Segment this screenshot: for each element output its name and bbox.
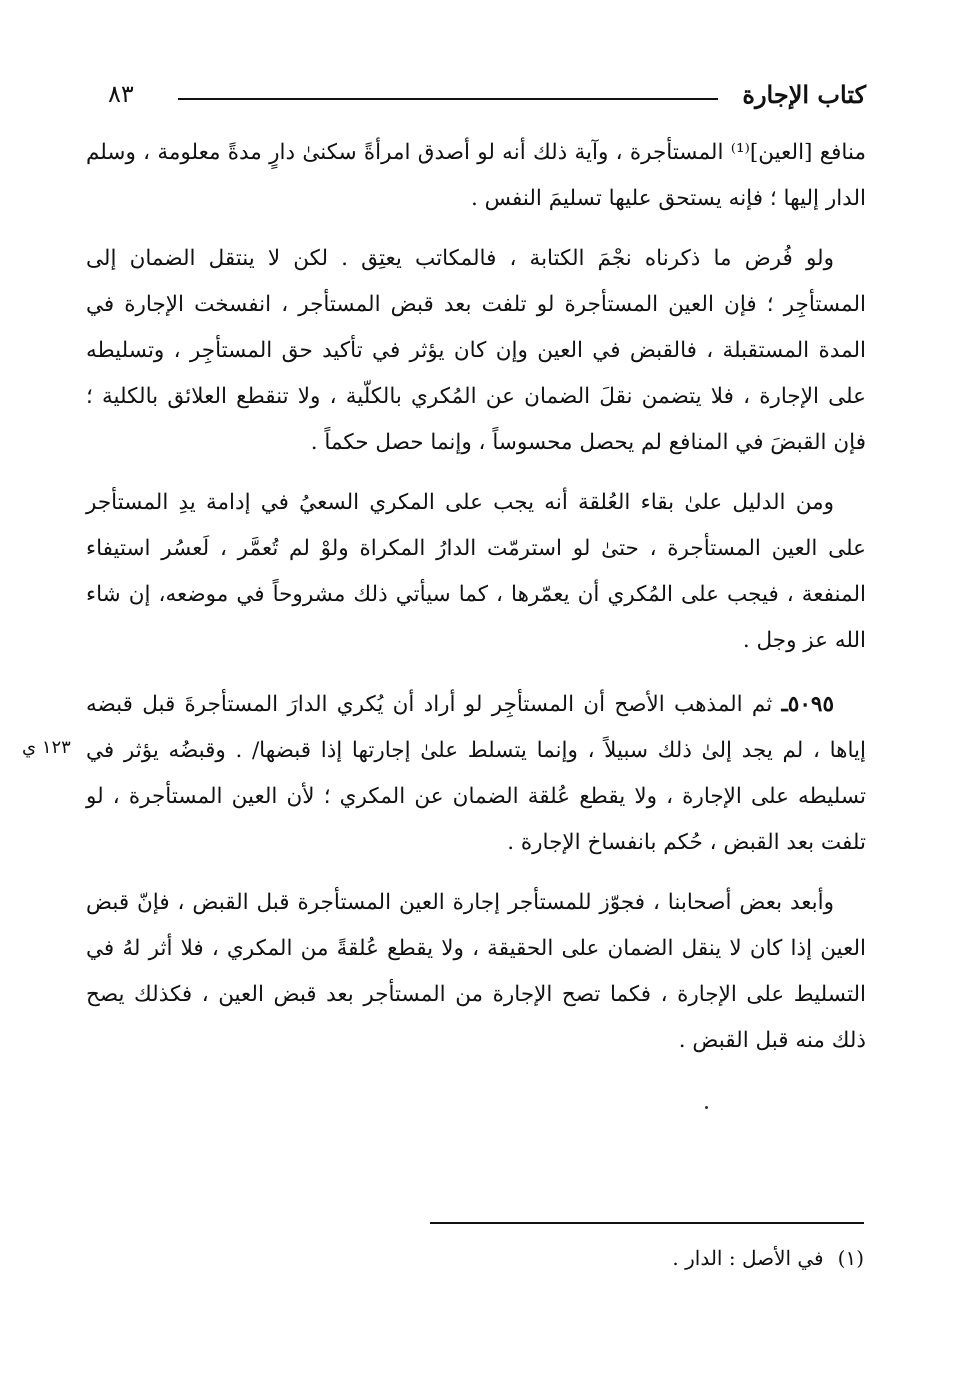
chapter-title: كتاب الإجارة xyxy=(742,80,866,109)
header-rule xyxy=(178,98,718,100)
footnote-text: في الأصل : الدار . xyxy=(672,1246,824,1270)
paragraph: وأبعد بعض أصحابنا ، فجوّز للمستأجر إجارة العين المستأجرة قبل القبض ، فإنّ قبض العين إذا كان لا ينقل الضمان على الحقيقة ، ولا يقطع عُلقةً من المكري ، فلا أثر لهُ في التسليط على الإجارة ، فكما تصح الإجارة من المستأجر بعد قبض العين ، فكذلك يصح ذلك منه قبل القبض . xyxy=(86,890,866,1053)
section-number: ٥٠٩٥ـ xyxy=(781,692,834,717)
numbered-section xyxy=(86,682,866,866)
footnote-mark: (١) xyxy=(837,1246,864,1270)
paragraph-continuation: منافع [العين]⁽¹⁾ المستأجرة ، وآية ذلك أنه لو أصدق امرأةً سكنىٰ دارٍ مدةً معلومة ، وسلم الدار إليها ؛ فإنه يستحق عليها تسليمَ النفس . xyxy=(86,140,866,211)
footnote xyxy=(672,1246,864,1270)
running-header xyxy=(108,78,866,118)
paragraph: ولو فُرض ما ذكرناه نجْمَ الكتابة ، فالمكاتب يعتِق . لكن لا ينتقل الضمان إلى المستأجِر ؛ فإن العين المستأجرة لو تلفت بعد قبض المستأجر ، انفسخت الإجارة في المدة المستقبلة ، فالقبض في العين وإن كان يؤثر في تأكيد حق المستأجِر ، وتسليطه على الإجارة ، فلا يتضمن نقلَ الضمان عن المُكري بالكلّية ، ولا تنقطع العلائق بالكلية ؛ فإن القبضَ في المنافع لم يحصل محسوساً ، وإنما حصل حكماً . xyxy=(86,246,866,455)
paragraph: ومن الدليل علىٰ بقاء العُلقة أنه يجب على المكري السعيُ في إدامة يدِ المستأجر على العين المستأجرة ، حتىٰ لو استرمّت الدارُ المكراة ولوْ لم تُعمَّر ، لَعسُر استيفاء المنفعة ، فيجب على المُكري أن يعمّرها ، كما سيأتي ذلك مشروحاً في موضعه، إن شاء الله عز وجل . xyxy=(86,490,866,653)
main-text xyxy=(86,130,866,1078)
section-text: ثم المذهب الأصح أن المستأجِر لو أراد أن يُكري الدارَ المستأجرةَ قبل قبضه إياها ، لم يجد إلىٰ ذلك سبيلاً ، وإنما يتسلط علىٰ إجارتها إذا قبضها/ . وقبضُه يؤثر في تسليطه على الإجارة ، ولا يقطع عُلقة الضمان عن المكري ؛ لأن العين المستأجرة ، لو تلفت بعد القبض ، حُكم بانفساخ الإجارة . xyxy=(86,692,866,855)
footnote-rule xyxy=(430,1222,864,1224)
page-number: ٨٣ xyxy=(108,80,134,108)
manuscript-folio-note: ١٢٣ ي xyxy=(22,737,71,758)
stray-dot xyxy=(705,1106,708,1109)
